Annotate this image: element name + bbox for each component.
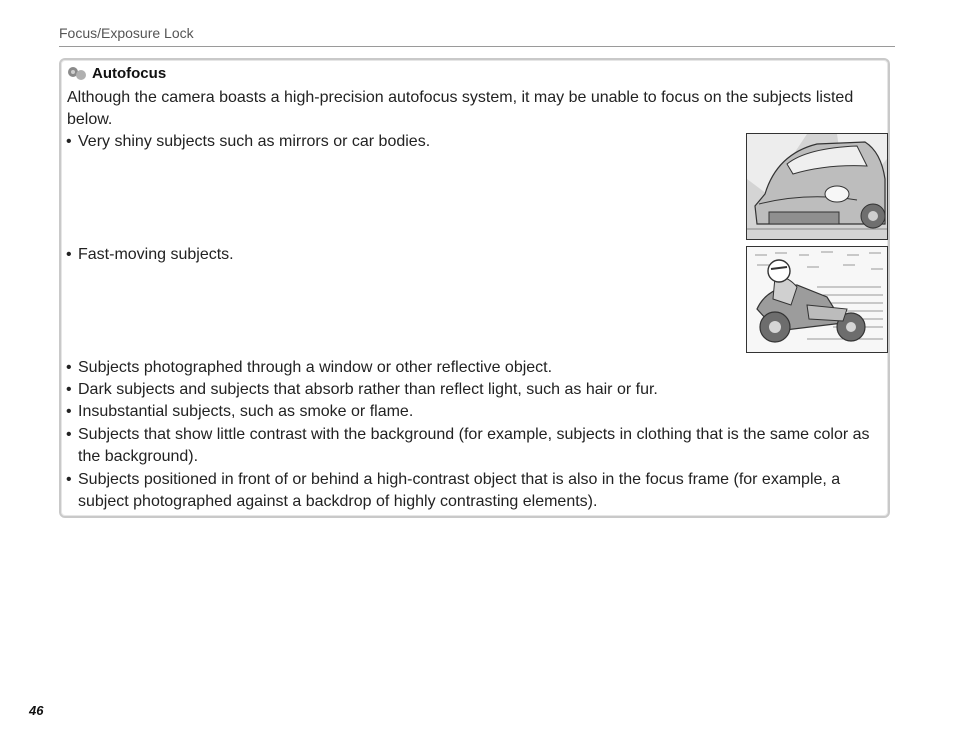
list-item: • Fast-moving subjects. (66, 244, 726, 266)
list-item: • Subjects positioned in front of or behind a high-contrast object that is also in the focus frame (for example, a subject photographed against a backdrop of highly contrasting elements). (66, 469, 889, 513)
list-item: • Very shiny subjects such as mirrors or car bodies. (66, 131, 726, 153)
motorcycle-illustration (746, 246, 888, 353)
shiny-car-illustration (746, 133, 888, 240)
note-title-text: Autofocus (92, 65, 167, 82)
header-divider (59, 46, 895, 47)
list-item: • Subjects photographed through a window or other reflective object. (66, 357, 889, 379)
list-item: • Dark subjects and subjects that absorb rather than reflect light, such as hair or fur. (66, 379, 889, 401)
page-number: 46 (29, 703, 44, 718)
list-item: • Insubstantial subjects, such as smoke or flame. (66, 401, 889, 423)
running-header: Focus/Exposure Lock (59, 25, 194, 41)
note-title (66, 65, 166, 82)
note-intro: Although the camera boasts a high-precision autofocus system, it may be unable to focus on the subjects listed below. (67, 89, 854, 128)
note-pages-icon (66, 66, 88, 82)
list-item: • Subjects that show little contrast with the background (for example, subjects in clothing that is the same color as the background). (66, 424, 889, 468)
